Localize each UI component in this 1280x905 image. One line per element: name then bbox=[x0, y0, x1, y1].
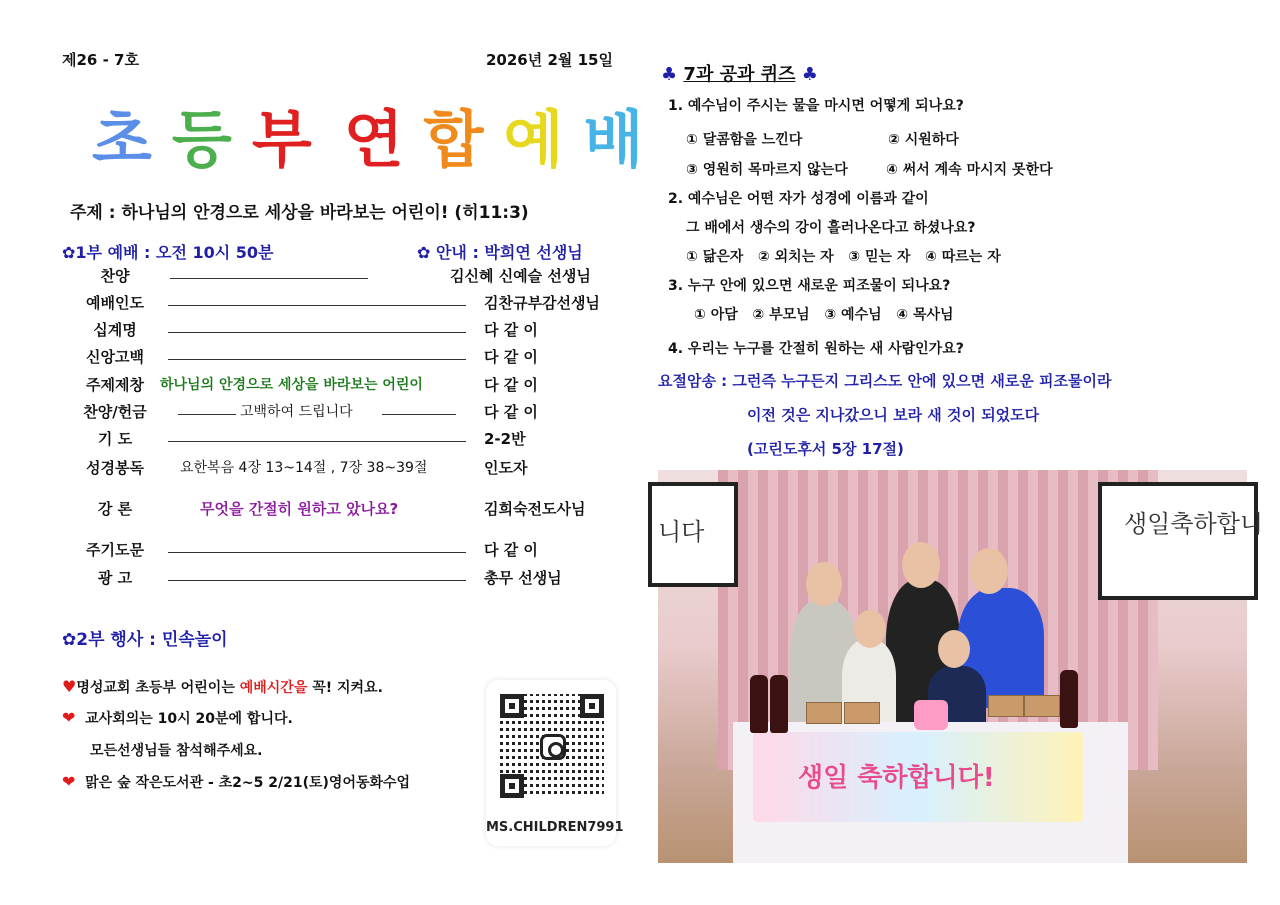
heart-icon: ❤ bbox=[62, 708, 76, 727]
photo-face bbox=[970, 548, 1008, 594]
notice-1 bbox=[62, 677, 383, 697]
service-row bbox=[60, 428, 620, 454]
photo-face bbox=[806, 562, 842, 606]
service-row-label: 성경봉독 bbox=[86, 459, 144, 477]
service-row-label: 주제제창 bbox=[86, 376, 144, 394]
title-char: 부 bbox=[251, 103, 314, 176]
service-row bbox=[60, 498, 620, 524]
photo-gift-box bbox=[1024, 695, 1060, 717]
photo-face bbox=[938, 630, 970, 668]
memory-verse-reference: (고린도후서 5장 17절) bbox=[747, 440, 904, 458]
service-row bbox=[60, 319, 620, 345]
quiz-title bbox=[661, 60, 818, 86]
notice-1-highlight: 예배시간을 bbox=[239, 680, 308, 696]
theme-line: 주제 : 하나님의 안경으로 세상을 바라보는 어린이! (히11:3) bbox=[70, 203, 529, 223]
service-row bbox=[60, 401, 620, 427]
instagram-icon bbox=[540, 734, 566, 760]
service-row-leader: 다 같 이 bbox=[484, 348, 538, 366]
quiz-question-1: 1. 예수님이 주시는 물을 마시면 어떻게 되나요? bbox=[668, 98, 964, 114]
club-icon: ♣ bbox=[661, 64, 678, 85]
title-char: 초 bbox=[92, 103, 154, 176]
service-row-detail: 고백하여 드립니다 bbox=[240, 404, 353, 420]
service-row bbox=[60, 374, 620, 400]
photo-gift-box bbox=[806, 702, 842, 724]
service-row-rule bbox=[178, 414, 236, 415]
quiz-question-3: 3. 누구 안에 있으면 새로운 피조물이 되나요? bbox=[668, 278, 951, 294]
service-row-leader: 김희숙전도사님 bbox=[484, 500, 586, 518]
service-row-label: 찬양/헌금 bbox=[83, 403, 147, 421]
service-row-rule bbox=[168, 305, 466, 306]
heart-icon: ❤ bbox=[62, 772, 76, 791]
service-row-leader: 인도자 bbox=[484, 459, 528, 477]
service-row-label: 찬양 bbox=[100, 267, 130, 285]
qr-code bbox=[500, 694, 604, 798]
service-row bbox=[60, 346, 620, 372]
notice-3-text: 맑은 숲 작은도서관 - 초2~5 2/21(토)영어동화수업 bbox=[85, 775, 411, 791]
title-char: 예 bbox=[503, 103, 566, 176]
service-row-rule bbox=[382, 414, 456, 415]
memory-verse-line2: 이전 것은 지나갔으니 보라 새 것이 되었도다 bbox=[747, 406, 1040, 424]
service-row-rule bbox=[168, 359, 466, 360]
service-row-leader: 다 같 이 bbox=[484, 376, 538, 394]
notice-1-text-end: 꼭! 지켜요. bbox=[307, 680, 383, 696]
issue-number: 제26 - 7호 bbox=[62, 51, 139, 69]
title-char: 등 bbox=[171, 103, 234, 176]
service-row-rule bbox=[170, 278, 368, 279]
service-row-leader: 2-2반 bbox=[484, 430, 526, 448]
service1-heading: ✿1부 예배 : 오전 10시 50분 bbox=[62, 243, 274, 262]
service-row-detail: 무엇을 간절히 원하고 았나요? bbox=[200, 500, 399, 518]
service-row bbox=[60, 292, 620, 318]
notice-1-text: 명성교회 초등부 어린이는 bbox=[76, 680, 240, 696]
service-row-leader: 다 같 이 bbox=[484, 321, 538, 339]
bulletin-date: 2026년 2월 15일 bbox=[486, 51, 613, 69]
quiz-q1-option-2: ② 시원하다 bbox=[888, 132, 959, 148]
service-row-label: 예배인도 bbox=[86, 294, 144, 312]
service-row-leader: 다 같 이 bbox=[484, 403, 538, 421]
service-row-leader: 김찬규부감선생님 bbox=[484, 294, 600, 312]
photo-screen-left-text: 니다 bbox=[658, 518, 705, 546]
service-row-rule bbox=[168, 441, 466, 442]
notice-2-line1: 교사회의는 10시 20분에 합니다. bbox=[85, 711, 293, 727]
notice-2 bbox=[62, 708, 293, 728]
service-row bbox=[60, 539, 620, 565]
quiz-title-text: 7과 공과 퀴즈 bbox=[683, 64, 796, 85]
photo-gift-box bbox=[988, 695, 1024, 717]
qr-finder bbox=[580, 694, 604, 718]
photo-screen-right-text: 생일축하합니 bbox=[1124, 510, 1264, 538]
quiz-question-2-line2: 그 배에서 생수의 강이 흘러나온다고 하셨나요? bbox=[686, 220, 976, 236]
service-row-detail: 요한복음 4장 13~14절 , 7장 38~39절 bbox=[180, 460, 428, 476]
birthday-photo bbox=[658, 470, 1264, 863]
bulletin-title bbox=[92, 90, 663, 179]
photo-bottle bbox=[1060, 670, 1078, 728]
service-row bbox=[60, 265, 620, 291]
service-row-rule bbox=[168, 580, 466, 581]
service-row-leader: 김신혜 신예슬 선생님 bbox=[450, 267, 591, 285]
quiz-q1-option-1: ① 달콤함을 느낀다 bbox=[686, 132, 803, 148]
title-char: 배 bbox=[583, 103, 646, 176]
service-row bbox=[60, 457, 620, 483]
service-row-label: 십계명 bbox=[93, 321, 137, 339]
service-row bbox=[60, 567, 620, 593]
quiz-q2-options: ① 닮은자 ② 외치는 자 ③ 믿는 자 ④ 따르는 자 bbox=[686, 249, 1001, 265]
title-char: 연 bbox=[343, 103, 406, 176]
guide-teacher: ✿ 안내 : 박희연 선생님 bbox=[417, 243, 583, 262]
quiz-question-4: 4. 우리는 누구를 간절히 원하는 새 사람인가요? bbox=[668, 341, 964, 357]
photo-bottle bbox=[750, 675, 768, 733]
quiz-q1-option-3: ③ 영원히 목마르지 않는다 bbox=[686, 162, 848, 178]
service-row-leader: 다 같 이 bbox=[484, 541, 538, 559]
photo-gift-box bbox=[844, 702, 880, 724]
notice-3 bbox=[62, 772, 410, 792]
quiz-q1-option-4: ④ 써서 계속 마시지 못한다 bbox=[886, 162, 1053, 178]
service-row-label: 주기도문 bbox=[86, 541, 144, 559]
service-row-detail: 하나님의 안경으로 세상을 바라보는 어린이 bbox=[160, 377, 423, 393]
service-row-label: 강 론 bbox=[97, 500, 133, 518]
service-row-label: 신앙고백 bbox=[86, 348, 144, 366]
photo-screen-right bbox=[1098, 482, 1264, 600]
memory-verse-line1: 요절암송 : 그런즉 누구든지 그리스도 안에 있으면 새로운 피조물이라 bbox=[658, 372, 1112, 390]
notice-2-line2: 모든선생님들 참석해주세요. bbox=[90, 743, 263, 759]
photo-face bbox=[854, 610, 886, 648]
service-row-leader: 총무 선생님 bbox=[484, 569, 562, 587]
qr-label: MS.CHILDREN7991 bbox=[486, 820, 624, 835]
club-icon: ♣ bbox=[801, 64, 818, 85]
service2-heading: ✿2부 행사 : 민속놀이 bbox=[62, 630, 228, 650]
service-row-label: 기 도 bbox=[97, 430, 133, 448]
service-row-rule bbox=[168, 552, 466, 553]
photo-bottle bbox=[770, 675, 788, 733]
photo-screen-left bbox=[648, 482, 738, 587]
quiz-q3-options: ① 아담 ② 부모님 ③ 예수님 ④ 목사님 bbox=[694, 307, 954, 323]
photo-face bbox=[902, 542, 940, 588]
service-row-rule bbox=[168, 332, 466, 333]
photo-cake bbox=[914, 700, 948, 730]
heart-icon: ♥ bbox=[62, 677, 77, 696]
service-row-label: 광 고 bbox=[97, 569, 133, 587]
photo-banner-text: 생일 축하합니다! bbox=[798, 763, 995, 793]
qr-finder bbox=[500, 774, 524, 798]
title-char: 합 bbox=[423, 103, 486, 176]
quiz-question-2: 2. 예수님은 어떤 자가 성경에 이름과 같이 bbox=[668, 191, 929, 207]
qr-finder bbox=[500, 694, 524, 718]
instagram-qr-card[interactable] bbox=[486, 680, 624, 846]
